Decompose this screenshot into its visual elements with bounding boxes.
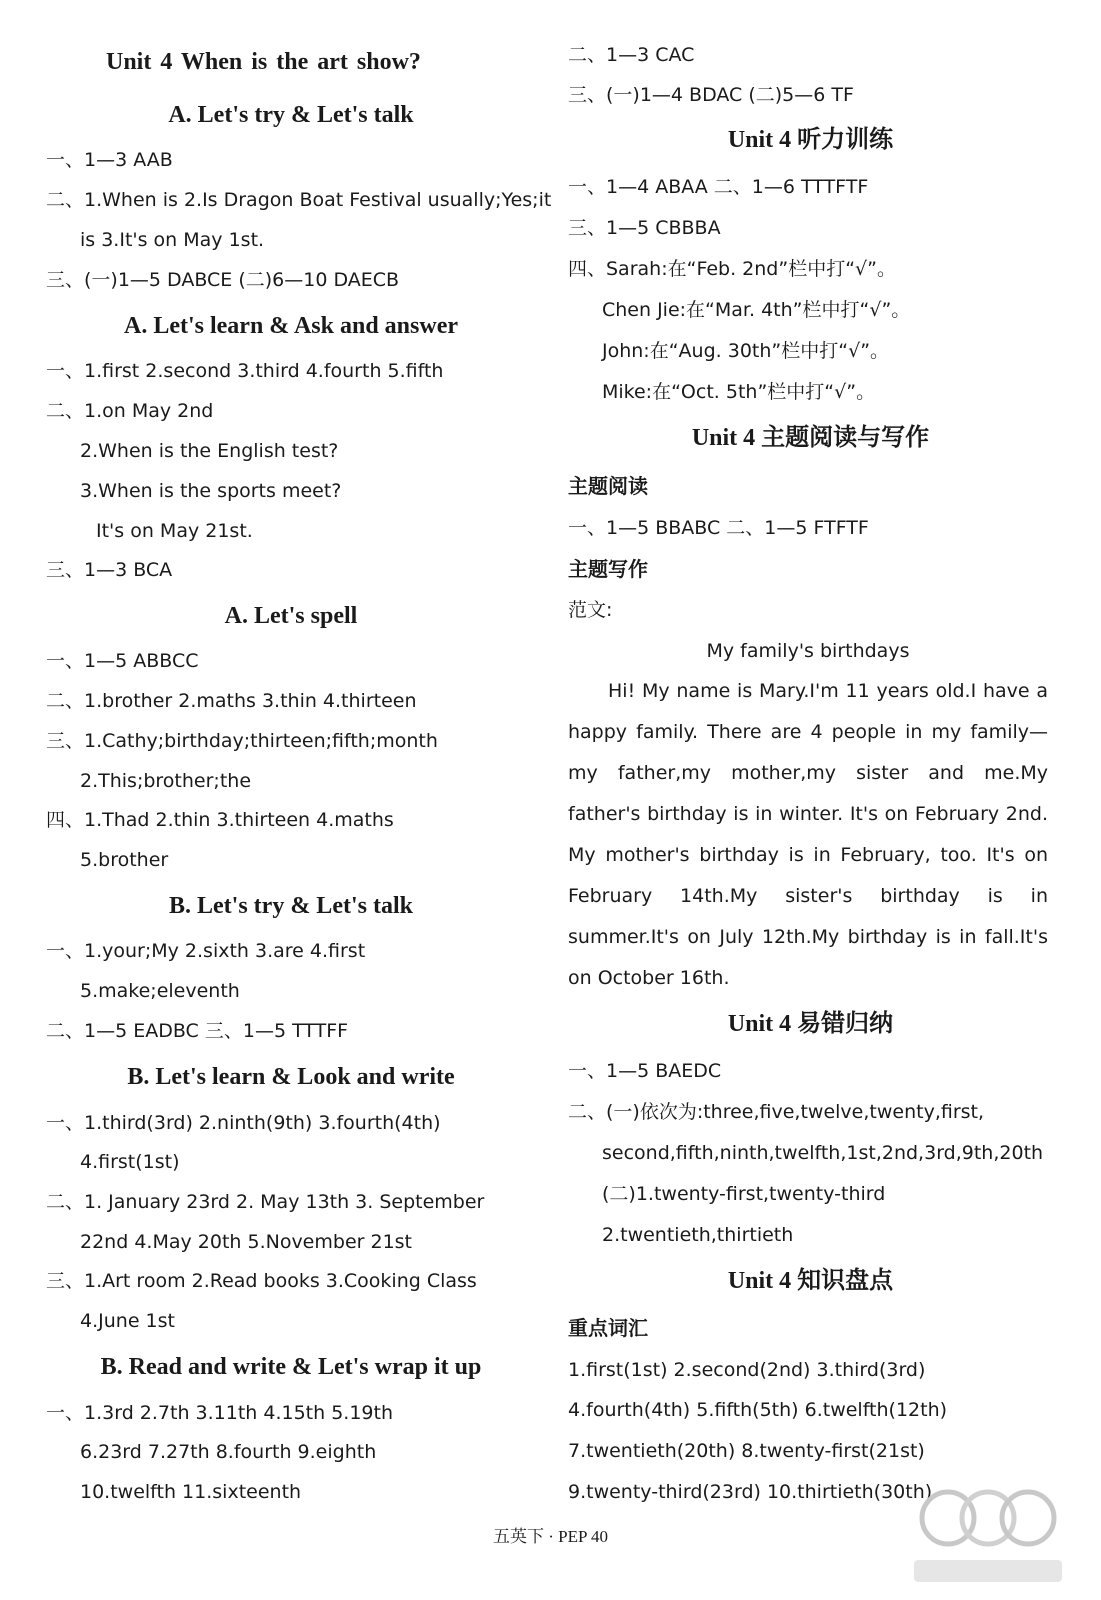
answer-line: 二、1. January 23rd 2. May 13th 3. September	[46, 1191, 485, 1213]
answer-line: 一、1.3rd 2.7th 3.11th 4.15th 5.19th	[46, 1402, 394, 1424]
page-footer: 五英下 · PEP 40	[492, 1527, 609, 1546]
section-title: Unit 4 听力训练	[727, 127, 894, 153]
answer-line: 一、1—5 BBABC 二、1—5 FTFTF	[568, 517, 869, 539]
answer-line: John:在“Aug. 30th”栏中打“√”。	[602, 340, 890, 362]
section-title: Unit 4 易错归纳	[727, 1011, 894, 1037]
answer-line: 一、1.third(3rd) 2.ninth(9th) 3.fourth(4th)	[46, 1112, 441, 1134]
answer-line: 二、(一)依次为:three,five,twelve,twenty,first,	[568, 1101, 985, 1123]
section-title: B. Read and write & Let's wrap it up	[100, 1354, 482, 1380]
answer-line: 一、1—3 AAB	[46, 149, 173, 171]
section-title: B. Let's learn & Look and write	[127, 1064, 455, 1090]
section-title: A. Let's try & Let's talk	[168, 102, 414, 128]
answer-line: 三、1—3 BCA	[46, 559, 173, 581]
answer-line: 三、(一)1—4 BDAC (二)5—6 TF	[568, 84, 854, 106]
answer-line: 1.first(1st) 2.second(2nd) 3.third(3rd)	[568, 1359, 926, 1381]
answer-line: 三、(一)1—5 DABCE (二)6—10 DAECB	[46, 269, 400, 291]
answer-line: 二、1.on May 2nd	[46, 400, 214, 422]
answer-line: 3.When is the sports meet?	[80, 480, 342, 502]
section-title: Unit 4 知识盘点	[727, 1268, 894, 1294]
answer-line: 10.twelfth 11.sixteenth	[80, 1481, 302, 1503]
answer-line: 二、1.When is 2.Is Dragon Boat Festival usually;Yes;it	[46, 189, 552, 211]
answer-line: 2.When is the English test?	[80, 440, 339, 462]
answer-line: 7.twentieth(20th) 8.twenty-first(21st)	[568, 1440, 925, 1462]
sample-label: 范文:	[568, 599, 613, 621]
answer-line: 三、1.Art room 2.Read books 3.Cooking Class	[46, 1270, 477, 1292]
answer-line: 二、1.brother 2.maths 3.thin 4.thirteen	[46, 690, 417, 712]
answer-line: is 3.It's on May 1st.	[80, 229, 265, 251]
essay-body	[568, 671, 1048, 999]
subsection-label: 主题阅读	[568, 474, 648, 498]
answer-line: 一、1—5 BAEDC	[568, 1060, 722, 1082]
subsection-label: 重点词汇	[568, 1316, 648, 1340]
answer-line: 二、1—3 CAC	[568, 44, 695, 66]
essay-title: My family's birthdays	[706, 640, 910, 662]
answer-line: 6.23rd 7.27th 8.fourth 9.eighth	[80, 1441, 377, 1463]
answer-line: 一、1—4 ABAA 二、1—6 TTTFTF	[568, 176, 869, 198]
answer-line: 一、1.first 2.second 3.third 4.fourth 5.fifth	[46, 360, 444, 382]
unit-title: Unit 4 When is the art show?	[106, 49, 421, 75]
essay-text: Hi! My name is Mary.I'm 11 years old.I have a happy family. There are 4 people in my family—my father,my mother,my sister and me.My father's birthday is in winter. It's on February 2nd. My mother's birthday is in February, too. It's on February 14th.My sister's birthday is in summer.It's on July 12th.My birthday is in fall.It's on October 16th.	[568, 680, 1048, 989]
answer-line: 二、1—5 EADBC 三、1—5 TTTFF	[46, 1020, 349, 1042]
subsection-label: 主题写作	[568, 557, 648, 581]
answer-line: 2.This;brother;the	[80, 770, 252, 792]
section-title: A. Let's learn & Ask and answer	[123, 313, 459, 339]
answer-line: 三、1.Cathy;birthday;thirteen;fifth;month	[46, 730, 438, 752]
answer-line: 22nd 4.May 20th 5.November 21st	[80, 1231, 413, 1253]
answer-line: 一、1.your;My 2.sixth 3.are 4.first	[46, 940, 366, 962]
answer-line: 9.twenty-third(23rd) 10.thirtieth(30th)	[568, 1481, 933, 1503]
answer-line: 4.June 1st	[80, 1310, 175, 1332]
answer-line: 4.first(1st)	[80, 1151, 180, 1173]
answer-line: Mike:在“Oct. 5th”栏中打“√”。	[602, 381, 876, 403]
answer-line: 5.brother	[80, 849, 169, 871]
answer-line: It's on May 21st.	[96, 520, 253, 542]
answer-line: 4.fourth(4th) 5.fifth(5th) 6.twelfth(12th)	[568, 1399, 948, 1421]
section-title: B. Let's try & Let's talk	[169, 893, 413, 919]
answer-line: 5.make;eleventh	[80, 980, 240, 1002]
answer-line: 四、Sarah:在“Feb. 2nd”栏中打“√”。	[568, 258, 896, 280]
answer-line: second,fifth,ninth,twelfth,1st,2nd,3rd,9th,20th	[602, 1142, 1044, 1164]
section-title: A. Let's spell	[224, 603, 358, 629]
section-title: Unit 4 主题阅读与写作	[691, 425, 930, 451]
answer-line: 四、1.Thad 2.thin 3.thirteen 4.maths	[46, 809, 394, 831]
answer-line: 2.twentieth,thirtieth	[602, 1224, 794, 1246]
answer-line: 一、1—5 ABBCC	[46, 650, 199, 672]
watermark-logo-icon	[908, 1478, 1068, 1588]
answer-line: Chen Jie:在“Mar. 4th”栏中打“√”。	[602, 299, 911, 321]
answer-line: 三、1—5 CBBBA	[568, 217, 721, 239]
answer-line: (二)1.twenty-first,twenty-third	[602, 1183, 886, 1205]
